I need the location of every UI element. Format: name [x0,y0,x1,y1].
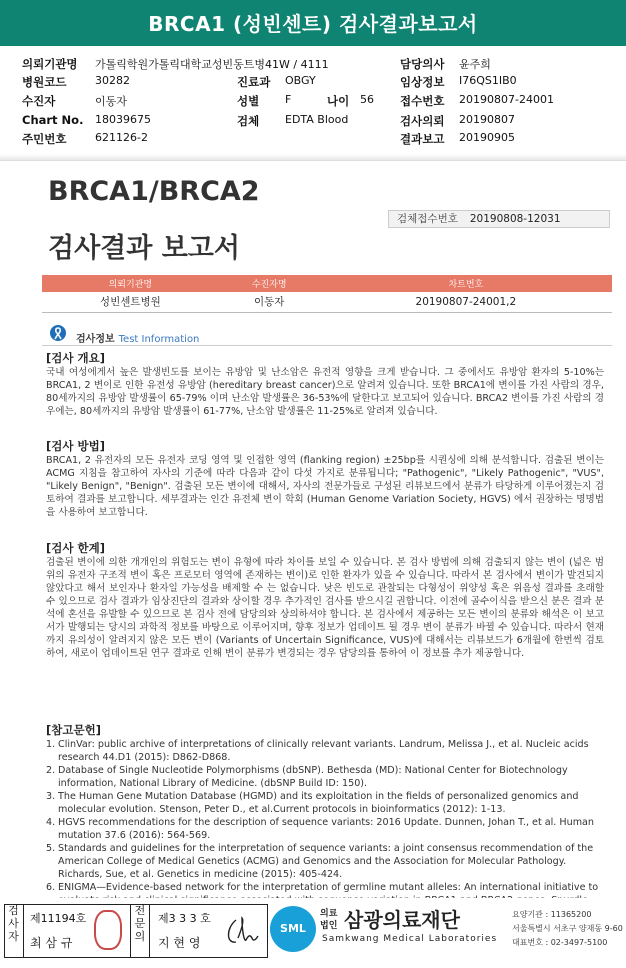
method-text: BRCA1, 2 유전자의 모든 유전자 코딩 영역 및 인접한 영역 (flanking region) ±25bp를 시퀀싱에 의해 분석합니다. 검출된 변이는 ACMG 지침을 참고하여 자사의 기준에 따라 다음과 같이 다섯 가지로 분류됩니다; "Pathogenic", "Likely Pathogenic", "VUS", "Likely Benign", "Benign". 검출된 모든 변이에 대해서, 자사의 전문가들로 구성된 리뷰보드에서 분류가 타당하게 이루어졌는지 검토하여 결과를 보고합니다. 세부결과는 인간 유전체 변이 학회 (Human Genome Variation Society, HGVS) 에서 권장하는 명명법을 사용하여 보고합니다. [46,455,604,518]
sml-logo-icon: SML [270,906,316,952]
clinical-label: 임상정보 [400,75,445,89]
patient-meta-block [0,56,626,148]
table-header: 수진자명 [219,275,320,292]
sex-label: 성별 [237,94,260,108]
chart-value: 18039675 [95,113,151,126]
overview-heading: [검사 개요] [46,351,105,365]
specialist-no: 제3 3 3 호 [158,912,211,925]
table-header: 의뢰기관명 [42,275,219,292]
doctor-value: 윤주희 [459,58,491,71]
method-heading: [검사 방법] [46,439,105,453]
report-date-value: 20190905 [459,131,515,144]
institution-label: 의뢰기관명 [22,57,78,71]
request-label: 검사의뢰 [400,114,445,128]
report-date-label: 결과보고 [400,132,445,146]
table-cell: 20190807-24001,2 [320,292,612,312]
id-label: 주민번호 [22,132,67,146]
list-item: 4. HGVS recommendations for the description of sequence variants: 2016 Update. Dunnen, Johan T., et al. Human mutation 37.6 (2016): 564-569. [46,817,595,841]
subject-label: 수진자 [22,94,56,108]
request-value: 20190807 [459,113,515,126]
org-prefix: 의료 법인 [320,909,338,931]
specialist-signature [222,908,262,952]
refs-heading: [참고문헌] [46,723,101,737]
sex-value: F [285,93,292,106]
org-name-en: Samkwang Medical Laboratories [322,934,498,944]
hospital-code-value: 30282 [95,74,130,87]
list-item: 2. Database of Single Nucleotide Polymorphisms (dbSNP). Bethesda (MD): National Center for Biotechnology information, National Library of Medicine. (dbSNP Build ID: 150). [46,765,568,789]
specimen-receipt-value: 20190808-12031 [469,213,561,225]
inspector-no: 제11194호 [30,912,87,925]
specimen-value: EDTA Blood [285,113,349,126]
test-info-section-bar [42,326,612,346]
institution-value: 가톨릭학원가톨릭대학교성빈동트병41W / 4111 [95,58,329,71]
chart-label: Chart No. [22,113,84,127]
specialist-label: 전문의 [130,904,150,958]
table-cell: 성빈센트병원 [42,292,219,312]
report-title-genes: BRCA1/BRCA2 [48,176,260,207]
list-item: 1. ClinVar: public archive of interpretations of clinically relevant variants. Landrum, Melissa J., et al. Nucleic acids research 44.D1 (2015): D862-D868. [46,739,589,763]
list-item: 3. The Human Gene Mutation Database (HGMD) and its exploitation in the fields of personalized genomics and molecular evolution. Stenson, Peter D., et al.Current protocols in bioinformatics (2012): 1-13. [46,791,579,815]
dept-label: 진료과 [237,75,271,89]
org-name: 삼광의료재단 [344,908,460,932]
list-item: 5. Standards and guidelines for the interpretation of sequence variants: a joint consensus recommendation of the American College of Medical Genetics (ACMG) and Genomics and the Association for Molecular Pathology. Richards, Sue, et al. Genetics in medicine (2015): 405-424. [46,843,594,880]
receipt-value: 20190807-24001 [459,93,554,106]
list-item: 6. ENIGMA—Evidence-based network for the interpretation of germline mutant alleles: An international initiative to [46,882,599,893]
section-label-en: Test Information [118,334,200,345]
id-value: 621126-2 [95,131,148,144]
org-contact: 요양기관 : 11365200 서울특별시 서초구 양재동 9-60 대표번호 : 02-3497-5100 [512,910,623,947]
receipt-label: 접수번호 [400,94,445,108]
specimen-receipt-label: 검체접수번호 [397,213,458,225]
table-cell: 이동자 [219,292,320,312]
inspector-seal [94,910,122,950]
specimen-receipt-box [388,210,610,228]
table-header: 차트번호 [320,275,612,292]
specimen-label: 검체 [237,114,260,128]
clinical-value: I76QS1IB0 [459,74,517,87]
subject-value: 이동자 [95,95,127,108]
inspector-name: 최 삼 규 [30,936,73,950]
age-label: 나이 [327,94,350,108]
section-label: 검사정보 [76,334,115,345]
report-title-korean: 검사결과 보고서 [48,233,240,264]
patient-info-table [42,275,612,313]
limit-text: 검출된 변이에 의한 개개인의 위험도는 변이 유형에 따라 차이를 보일 수 있습니다. 본 검사 방법에 의해 검출되지 않는 변이 (넓은 범위의 유전자 구조적 변이 혹은 프로모터 영역에 존재하는 변이)로 인한 환자가 있을 수 있습니다. 따라서 본 검사에서 변이가 발견되지 않았다고 해서 보인자나 환자일 가능성을 배제할 수 는 없습니다. 낮은 빈도로 관찰되는 다형성이 위양성 혹은 위음성 결과를 초래할 수 있으므로 검사 결과가 임상진단의 결과와 상이할 경우 추가적인 검사를 받으시길 권합니다. 이전에 골수이식을 받으신 분은 결과 분석에 혼선을 유발할 수 있으므로 본 검사 전에 담당의와 상의하셔야 합니다. 본 검사에서 제공하는 모든 변이의 분류와 해석은 이 보고서가 발행되는 당시의 과학적 정보를 바탕으로 이루어지며, 향후 정보가 업데이트 될 경우 변이 분류가 바뀔 수 있습니다. 따라서 현재까지 유의성이 알려지지 않은 모든 변이 (Variants of Uncertain Significance, VUS)에 대해서는 리뷰보드가 6개월에 한번씩 검토하여, 새로이 업데이트된 연구 결과로 인해 변이 분류가 변경되는 경우 담당의를 통하여 이 정보를 추가 제공합니다. [46,557,604,659]
age-value: 56 [360,93,374,106]
overview-text: 국내 여성에게서 높은 발생빈도를 보이는 유방암 및 난소암은 유전적 영향을 크게 받습니다. 그 중에서도 유방암 환자의 5-10%는 BRCA1, 2 변이로 인한 유전성 유방암 (hereditary breast cancer)으로 알려져 있습니다. 또한 BRCA1에 변이를 가진 사람의 경우, 80세까지의 유방암 발생률이 65-79% 이며 난소암 발생률은 36-53%에 달한다고 보고되어 있습니다. BRCA2 변이를 가진 사람의 경우에는, 80세까지의 유방암 발생률이 61-77%, 난소암 발생률은 11-25%로 알려져 있습니다. [46,367,604,417]
doctor-label: 담당의사 [400,57,445,71]
report-header-title: BRCA1 (성빈센트) 검사결과보고서 [0,0,626,46]
references-list [46,738,612,907]
dept-value: OBGY [285,74,316,87]
hospital-code-label: 병원코드 [22,75,67,89]
specialist-name: 지 현 영 [158,936,201,950]
limit-heading: [검사 한계] [46,541,105,555]
inspector-label: 검사자 [4,904,24,958]
